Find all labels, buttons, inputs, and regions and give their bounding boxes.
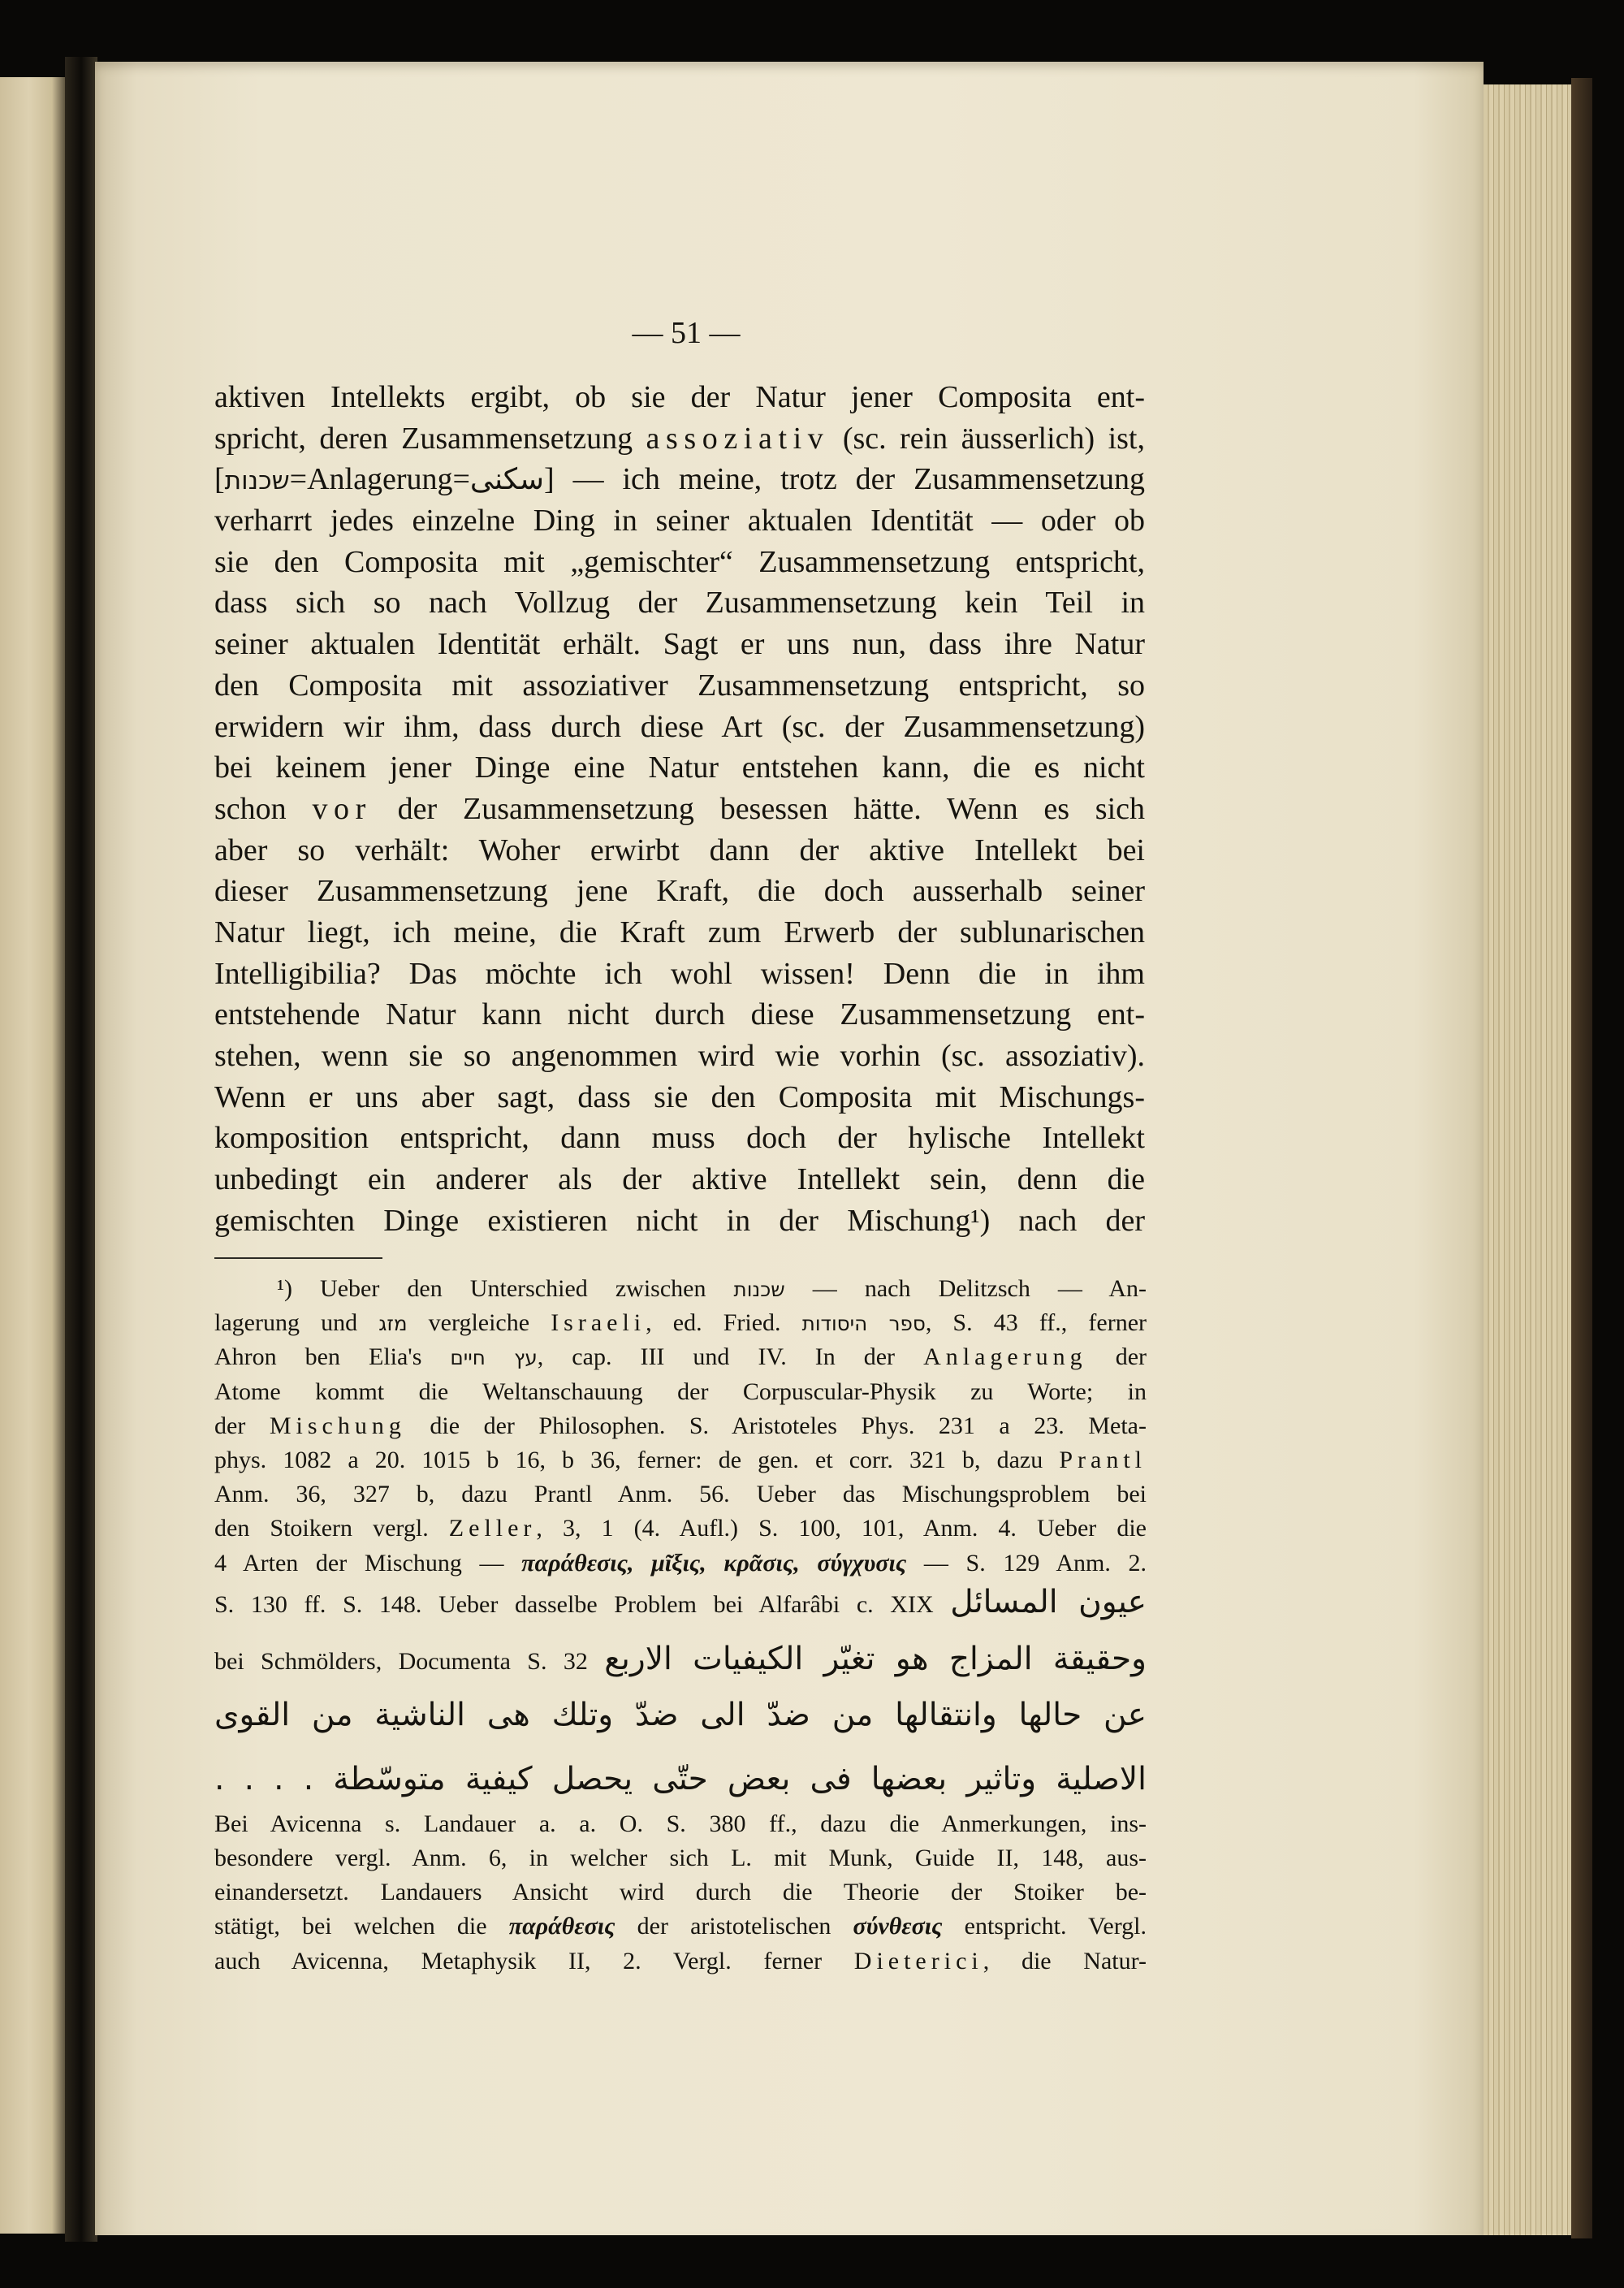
line-text: aber so verhält: Woher erwirbt dann der aktive Intellekt bei xyxy=(214,833,1145,867)
book-cover-edge xyxy=(1571,78,1592,2238)
line-text: besondere vergl. Anm. 6, in welcher sich L. mit Munk, Guide II, 148, aus- xyxy=(214,1845,1147,1872)
text-run: schon xyxy=(214,791,313,826)
hebrew-text: ספר היסודות xyxy=(801,1312,926,1336)
body-text xyxy=(214,377,1145,1241)
line-text xyxy=(214,1696,1147,1733)
line-text: Bei Avicenna s. Landauer a. a. O. S. 380 ff., dazu die Anmerkungen, ins- xyxy=(214,1810,1147,1837)
footnote-line xyxy=(214,1635,1147,1684)
text-run: 4 Arten der Mischung — xyxy=(214,1549,522,1577)
left-page-edge xyxy=(0,77,65,2234)
text-run: Ahron ben Elia's xyxy=(214,1343,451,1371)
line-text xyxy=(214,1412,1147,1439)
line-text xyxy=(214,1760,1147,1797)
hebrew-text: מזג xyxy=(378,1312,408,1336)
text-run: stätigt, bei welchen die xyxy=(214,1913,509,1940)
arabic-text: سكنى xyxy=(469,462,545,497)
arabic-text: وحقيقة المزاج هو تغيّر الكيفيات الاربع xyxy=(604,1640,1147,1677)
letterspaced-word: assoziativ xyxy=(646,421,830,456)
footnote-line xyxy=(214,1546,1147,1581)
text-run: S. 130 ff. S. 148. Ueber dasselbe Problem bei Alfarâbi c. XIX xyxy=(214,1590,951,1618)
text-run: den Stoikern vergl. xyxy=(214,1515,449,1542)
footnote-line xyxy=(214,1910,1147,1944)
hebrew-text: שכנות xyxy=(224,466,290,496)
body-line xyxy=(214,994,1145,1036)
line-text: einandersetzt. Landauers Ansicht wird durch die Theorie der Stoiker be- xyxy=(214,1879,1147,1906)
line-text xyxy=(214,1948,1147,1974)
arabic-text: الاصلية وتاثير بعضها فى بعض حتّى يحصل كيفية متوسّطة . . . . xyxy=(214,1760,1147,1797)
text-run: lagerung und xyxy=(214,1309,379,1337)
line-text: Atome kommt die Weltanschauung der Corpuscular-Physik zu Worte; in xyxy=(214,1378,1147,1405)
line-text xyxy=(214,1309,1147,1336)
footnote-line xyxy=(214,1841,1147,1875)
body-line xyxy=(214,1118,1145,1159)
body-line xyxy=(214,1159,1145,1200)
line-text xyxy=(214,422,1145,456)
text-run: bei Schmölders, Documenta S. 32 xyxy=(214,1647,605,1675)
text-run: , ed. Fried. xyxy=(646,1309,802,1337)
letterspaced-word: vor xyxy=(312,791,372,826)
line-text xyxy=(214,1913,1147,1940)
letterspaced-word: Dieterici xyxy=(853,1947,983,1974)
footnote-line xyxy=(214,1272,1147,1306)
text-run: (sc. rein äusserlich) ist, xyxy=(829,421,1145,456)
text-run: , 3, 1 (4. Aufl.) S. 100, 101, Anm. 4. Ueber die xyxy=(536,1515,1147,1542)
body-line xyxy=(214,1036,1145,1077)
line-text: verharrt jedes einzelne Ding in seiner aktualen Identität — oder ob xyxy=(214,504,1145,538)
text-run: , S. 43 ff., ferner xyxy=(925,1309,1147,1337)
letterspaced-word: Zeller xyxy=(448,1515,537,1542)
body-line xyxy=(214,624,1145,665)
footnote-line xyxy=(214,1944,1147,1979)
footnote-line xyxy=(214,1512,1147,1546)
line-text xyxy=(214,792,1145,826)
text-run: der xyxy=(1086,1343,1147,1371)
page-edges-stack xyxy=(1484,84,1571,2235)
text-run: , die Natur- xyxy=(983,1947,1147,1974)
line-text xyxy=(214,1343,1147,1370)
body-line xyxy=(214,665,1145,707)
footnote-line xyxy=(214,1443,1147,1477)
footnote-line xyxy=(214,1306,1147,1340)
line-text xyxy=(214,1583,1147,1620)
body-line xyxy=(214,830,1145,872)
text-run: — S. 129 Anm. 2. xyxy=(906,1549,1147,1577)
text-run: ] — ich meine, trotz der Zusammensetzung xyxy=(544,462,1145,497)
body-line xyxy=(214,500,1145,542)
letterspaced-word: Mischung xyxy=(269,1412,406,1439)
letterspaced-word: Anlagerung xyxy=(923,1343,1087,1371)
footnote-line xyxy=(214,1375,1147,1409)
body-line xyxy=(214,747,1145,789)
footnote-line xyxy=(214,1755,1147,1804)
text-run: der xyxy=(214,1412,270,1439)
text-run: der aristotelischen xyxy=(615,1913,853,1940)
text-run: [ xyxy=(214,462,225,497)
text-run: ¹) Ueber den Unterschied zwischen xyxy=(277,1275,734,1302)
line-text: dass sich so nach Vollzug der Zusammensetzung kein Teil in xyxy=(214,586,1145,621)
body-line xyxy=(214,789,1145,830)
body-line xyxy=(214,1200,1145,1242)
line-text: unbedingt ein anderer als der aktive Intellekt sein, denn die xyxy=(214,1162,1145,1197)
body-line xyxy=(214,542,1145,583)
footnote-line xyxy=(214,1807,1147,1841)
page-number: — 51 — xyxy=(632,316,741,350)
body-line xyxy=(214,418,1145,460)
text-run: entspricht. Vergl. xyxy=(942,1913,1147,1940)
footnote-line xyxy=(214,1477,1147,1512)
body-line xyxy=(214,871,1145,912)
line-text: Natur liegt, ich meine, die Kraft zum Erwerb der sublunarischen xyxy=(214,915,1145,949)
letterspaced-word: Prantl xyxy=(1059,1446,1147,1473)
arabic-text: عيون المسائل xyxy=(950,1583,1147,1620)
footnote-line xyxy=(214,1585,1147,1620)
footnote-line xyxy=(214,1409,1147,1443)
line-text: dieser Zusammensetzung jene Kraft, die doch ausserhalb seiner xyxy=(214,874,1145,909)
text-run: — nach Delitzsch — An- xyxy=(784,1275,1147,1302)
line-text xyxy=(214,1550,1147,1577)
footnote-rule xyxy=(214,1257,382,1259)
text-run: der Zusammensetzung besessen hätte. Wenn es sich xyxy=(371,791,1145,826)
text-run: die der Philosophen. S. Aristoteles Phys. 231 a 23. Meta- xyxy=(405,1412,1147,1439)
line-text: gemischten Dinge existieren nicht in der Mischung¹) nach der xyxy=(214,1203,1145,1238)
text-run: spricht, deren Zusammensetzung xyxy=(214,421,646,456)
line-text: Intelligibilia? Das möchte ich wohl wissen! Denn die in ihm xyxy=(214,956,1145,991)
body-line xyxy=(214,582,1145,624)
body-line xyxy=(214,912,1145,954)
text-run: auch Avicenna, Metaphysik II, 2. Vergl. ferner xyxy=(214,1947,854,1974)
body-line xyxy=(214,954,1145,995)
body-line xyxy=(214,459,1145,500)
line-text: erwidern wir ihm, dass durch diese Art (sc. der Zusammensetzung) xyxy=(214,709,1145,744)
line-text: bei keinem jener Dinge eine Natur entstehen kann, die es nicht xyxy=(214,750,1145,785)
line-text: Wenn er uns aber sagt, dass sie den Composita mit Mischungs- xyxy=(214,1079,1145,1114)
line-text xyxy=(214,1515,1147,1542)
body-line xyxy=(214,707,1145,748)
line-text xyxy=(214,462,1145,496)
line-text: entstehende Natur kann nicht durch diese Zusammensetzung ent- xyxy=(214,997,1145,1032)
arabic-text: عن حالها وانتقالها من ضدّ الى ضدّ وتلك هى الناشية من القوى xyxy=(214,1696,1147,1733)
greek-text: παράθεσις, μῖξις, κρᾶσις, σύγχυσις xyxy=(521,1549,907,1577)
hebrew-text: שכנות xyxy=(733,1278,785,1301)
line-text: sie den Composita mit „gemischter“ Zusammensetzung entspricht, xyxy=(214,544,1145,579)
body-line xyxy=(214,377,1145,418)
line-text xyxy=(214,1640,1147,1677)
line-text xyxy=(214,1447,1147,1473)
footnote-line xyxy=(214,1875,1147,1910)
book-gutter xyxy=(65,57,97,2242)
body-line xyxy=(214,1077,1145,1118)
letterspaced-word: Israeli xyxy=(551,1309,646,1337)
line-text xyxy=(277,1275,1147,1302)
line-text: seiner aktualen Identität erhält. Sagt er uns nun, dass ihre Natur xyxy=(214,627,1145,662)
line-text: komposition entspricht, dann muss doch der hylische Intellekt xyxy=(214,1121,1145,1156)
footnote-line xyxy=(214,1691,1147,1740)
text-run: =Anlagerung= xyxy=(289,462,470,497)
footnotes xyxy=(214,1272,1147,1979)
text-run: phys. 1082 a 20. 1015 b 16, b 36, ferner: de gen. et corr. 321 b, dazu xyxy=(214,1446,1060,1473)
hebrew-text: עץ חיים xyxy=(450,1346,538,1370)
line-text: Anm. 36, 327 b, dazu Prantl Anm. 56. Ueber das Mischungsproblem bei xyxy=(214,1481,1147,1508)
footnote-line xyxy=(214,1340,1147,1374)
text-run: vergleiche xyxy=(407,1309,551,1337)
line-text: stehen, wenn sie so angenommen wird wie vorhin (sc. assoziativ). xyxy=(214,1039,1145,1073)
text-run: , cap. III und IV. In der xyxy=(537,1343,924,1371)
line-text: den Composita mit assoziativer Zusammensetzung entspricht, so xyxy=(214,668,1145,703)
greek-text: παράθεσις xyxy=(508,1913,615,1940)
greek-text: σύνθεσις xyxy=(853,1913,943,1940)
line-text: aktiven Intellekts ergibt, ob sie der Natur jener Composita ent- xyxy=(214,380,1145,414)
